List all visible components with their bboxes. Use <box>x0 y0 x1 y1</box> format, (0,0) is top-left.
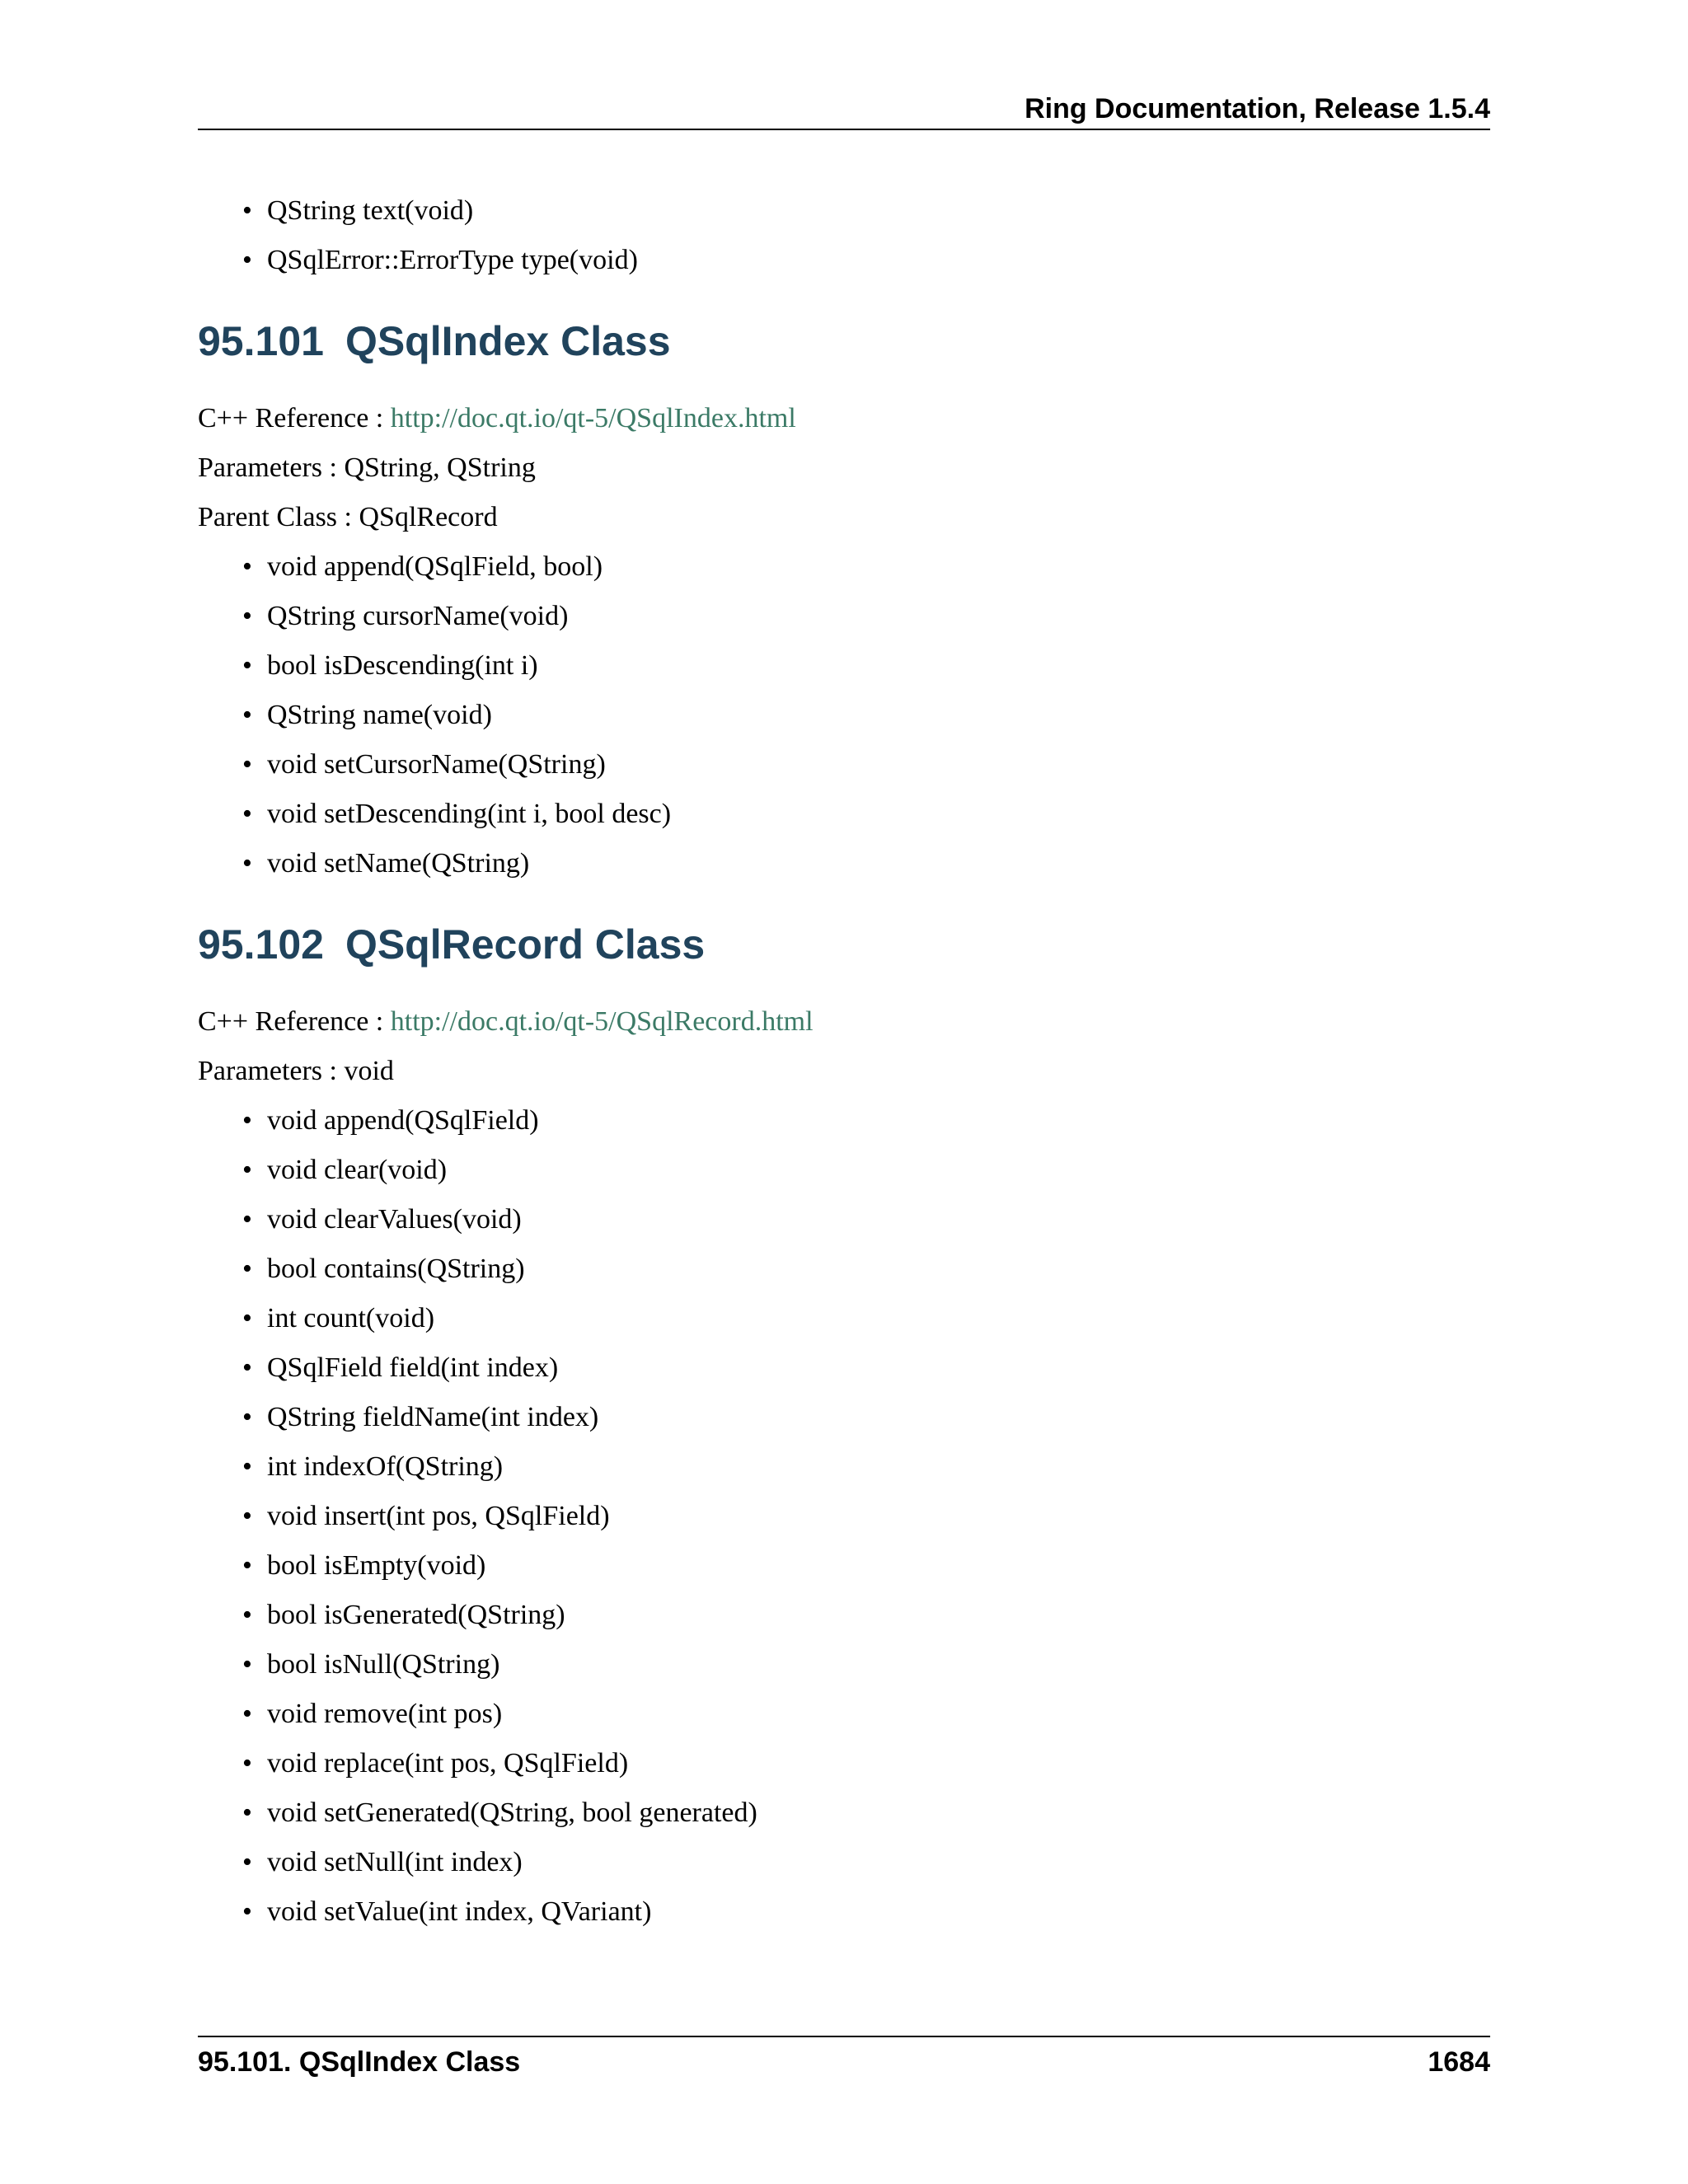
document-page <box>198 0 1490 2184</box>
list-item: • int count(void) <box>242 1303 435 1333</box>
bullet-icon: • <box>242 1649 252 1680</box>
list-item: • void replace(int pos, QSqlField) <box>242 1748 629 1779</box>
list-item: • bool isNull(QString) <box>242 1649 500 1680</box>
page-header <box>198 91 1490 130</box>
bullet-icon: • <box>242 1748 252 1779</box>
bullet-icon: • <box>242 749 252 780</box>
bullet-icon: • <box>242 1501 252 1531</box>
cpp-reference: C++ Reference : http://doc.qt.io/qt-5/QSqlIndex.html <box>198 403 796 434</box>
list-item: • int indexOf(QString) <box>242 1451 504 1482</box>
bullet-icon: • <box>242 1155 252 1185</box>
list-item: • void clear(void) <box>242 1155 448 1185</box>
list-item: • void setCursorName(QString) <box>242 749 606 780</box>
page-content <box>198 194 1490 1945</box>
bullet-icon: • <box>242 1204 252 1235</box>
page-footer <box>198 2036 1490 2078</box>
bullet-icon: • <box>242 1451 252 1482</box>
bullet-icon: • <box>242 195 252 226</box>
section-title: QSqlIndex Class <box>345 318 671 364</box>
bullet-icon: • <box>242 1303 252 1333</box>
bullet-icon: • <box>242 799 252 829</box>
list-item: • bool isGenerated(QString) <box>242 1600 565 1630</box>
top-method-list <box>198 194 1490 277</box>
bullet-icon: • <box>242 700 252 730</box>
bullet-icon: • <box>242 551 252 582</box>
page-number: 1684 <box>1428 2046 1490 2078</box>
list-item: • void clearValues(void) <box>242 1204 522 1235</box>
section-heading-qsqlrecord <box>198 920 1490 969</box>
header-title: Ring Documentation, Release 1.5.4 <box>1025 93 1490 124</box>
list-item: • void setValue(int index, QVariant) <box>242 1896 652 1927</box>
list-item: • void setName(QString) <box>242 848 530 879</box>
list-item: • QString name(void) <box>242 700 492 730</box>
footer-section-title: 95.101. QSqlIndex Class <box>198 2046 521 2078</box>
parameters-text: Parameters : QString, QString <box>198 452 536 483</box>
bullet-icon: • <box>242 1797 252 1828</box>
reference-link[interactable]: http://doc.qt.io/qt-5/QSqlIndex.html <box>390 403 796 434</box>
list-item: • QString text(void) <box>242 195 474 226</box>
bullet-icon: • <box>242 1550 252 1581</box>
list-item: • QString fieldName(int index) <box>242 1402 599 1432</box>
list-item: • void setDescending(int i, bool desc) <box>242 799 672 829</box>
parent-class-text: Parent Class : QSqlRecord <box>198 502 498 532</box>
bullet-icon: • <box>242 601 252 631</box>
bullet-icon: • <box>242 1896 252 1927</box>
list-item: • bool contains(QString) <box>242 1254 525 1284</box>
list-item: • QSqlError::ErrorType type(void) <box>242 245 638 275</box>
qsqlrecord-method-list <box>198 1104 1490 1929</box>
list-item: • QString cursorName(void) <box>242 601 569 631</box>
section-heading-qsqlindex <box>198 316 1490 366</box>
bullet-icon: • <box>242 1600 252 1630</box>
list-item: • void append(QSqlField) <box>242 1105 539 1136</box>
list-item: • void append(QSqlField, bool) <box>242 551 603 582</box>
list-item: • void setNull(int index) <box>242 1847 523 1877</box>
bullet-icon: • <box>242 1699 252 1729</box>
list-item: • bool isDescending(int i) <box>242 650 538 681</box>
bullet-icon: • <box>242 1847 252 1877</box>
list-item: • void remove(int pos) <box>242 1699 503 1729</box>
bullet-icon: • <box>242 1402 252 1432</box>
section-title: QSqlRecord Class <box>345 921 706 968</box>
bullet-icon: • <box>242 1105 252 1136</box>
cpp-reference: C++ Reference : http://doc.qt.io/qt-5/QSqlRecord.html <box>198 1006 814 1037</box>
list-item: • void insert(int pos, QSqlField) <box>242 1501 610 1531</box>
qsqlindex-method-list <box>198 551 1490 880</box>
list-item: • QSqlField field(int index) <box>242 1352 559 1383</box>
reference-link[interactable]: http://doc.qt.io/qt-5/QSqlRecord.html <box>390 1006 814 1037</box>
section-number: 95.102 <box>198 921 324 968</box>
parameters-text: Parameters : void <box>198 1056 394 1086</box>
list-item: • bool isEmpty(void) <box>242 1550 486 1581</box>
bullet-icon: • <box>242 1352 252 1383</box>
list-item: • void setGenerated(QString, bool generated) <box>242 1797 757 1828</box>
section-number: 95.101 <box>198 318 324 364</box>
bullet-icon: • <box>242 1254 252 1284</box>
bullet-icon: • <box>242 848 252 879</box>
bullet-icon: • <box>242 650 252 681</box>
bullet-icon: • <box>242 245 252 275</box>
